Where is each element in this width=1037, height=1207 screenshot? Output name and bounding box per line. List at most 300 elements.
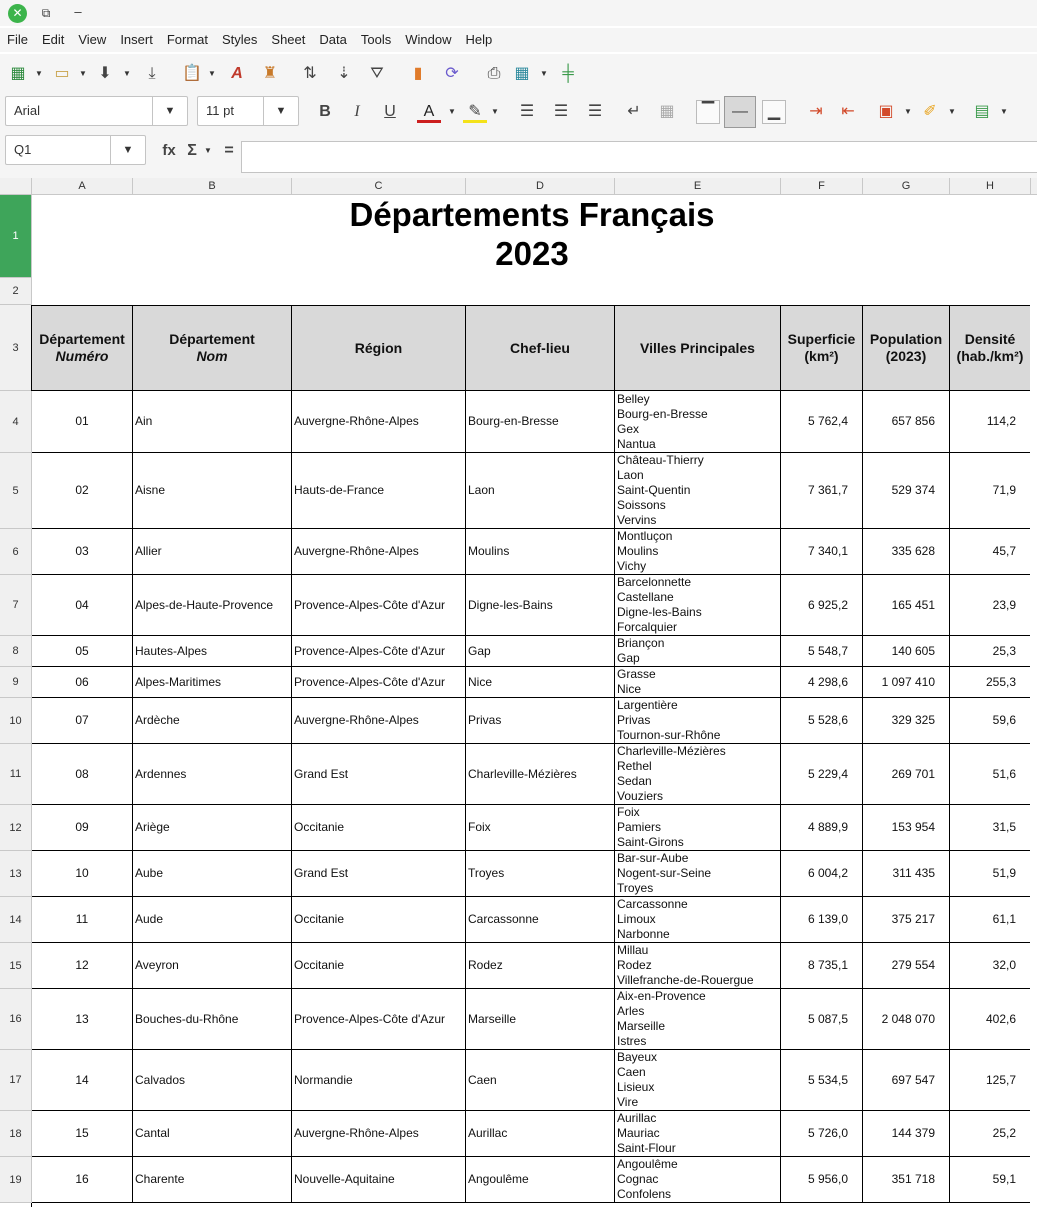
cell-region[interactable]: Provence-Alpes-Côte d'Azur xyxy=(292,667,466,698)
header-densite-l2: (hab./km²) xyxy=(956,348,1024,364)
cell-dens[interactable]: 114,2 xyxy=(950,391,1031,453)
row-header-11[interactable]: 11 xyxy=(0,744,32,805)
cell-pop[interactable]: 335 628 xyxy=(863,529,950,575)
menu-view[interactable]: View xyxy=(78,32,107,47)
ville-item: Pamiers xyxy=(617,820,662,834)
select-all-corner[interactable] xyxy=(0,178,32,194)
ville-item: Vervins xyxy=(617,513,657,527)
cell-villes[interactable] xyxy=(615,453,781,529)
sheet-title-line1: Départements Français xyxy=(349,196,715,233)
cell-chef[interactable]: Digne-les-Bains xyxy=(466,575,615,636)
open-dropdown-icon[interactable]: ▼ xyxy=(79,69,87,78)
cell-region[interactable]: Hauts-de-France xyxy=(292,453,466,529)
cell-region[interactable]: Occitanie xyxy=(292,805,466,851)
cell-sup[interactable]: 7 340,1 xyxy=(781,529,863,575)
pivot-table-icon[interactable]: ⟳ xyxy=(445,65,459,82)
paste-dropdown-icon[interactable]: ▼ xyxy=(208,69,216,78)
font-color-dropdown-icon[interactable]: ▼ xyxy=(448,107,456,116)
save-dropdown-icon[interactable]: ▼ xyxy=(123,69,131,78)
sort-ascending-icon[interactable]: ⇣ xyxy=(337,65,351,82)
cell-region[interactable]: Grand Est xyxy=(292,851,466,897)
cell-region[interactable]: Occitanie xyxy=(292,897,466,943)
column-header-a[interactable]: A xyxy=(32,178,133,194)
cell-region[interactable]: Provence-Alpes-Côte d'Azur xyxy=(292,575,466,636)
cell-pop[interactable]: 269 701 xyxy=(863,744,950,805)
header-region[interactable] xyxy=(292,306,466,391)
chevron-down-icon[interactable]: ▼ xyxy=(110,136,145,164)
function-wizard-icon[interactable]: fx xyxy=(162,142,176,159)
menu-window[interactable]: Window xyxy=(405,32,452,47)
freeze-panes-icon[interactable]: ╪ xyxy=(562,65,574,82)
header-chef-lieu[interactable] xyxy=(466,306,615,391)
ville-item: Saint-Flour xyxy=(617,1141,676,1155)
font-color-icon[interactable]: A xyxy=(417,100,441,123)
row-header-18[interactable]: 18 xyxy=(0,1111,32,1157)
cell-dens[interactable]: 59,6 xyxy=(950,698,1031,744)
cell-pop[interactable]: 279 554 xyxy=(863,943,950,989)
cell-sup[interactable]: 5 762,4 xyxy=(781,391,863,453)
chevron-down-icon[interactable]: ▼ xyxy=(263,97,298,125)
ville-item: Barcelonnette xyxy=(617,575,692,589)
column-header-f[interactable]: F xyxy=(781,178,863,194)
cell-num[interactable]: 02 xyxy=(32,453,133,529)
align-middle-icon[interactable]: — xyxy=(724,96,756,128)
close-window-icon[interactable]: ✕ xyxy=(8,4,27,23)
header-dep-numero[interactable] xyxy=(32,306,133,391)
ville-item: Bar-sur-Aube xyxy=(617,851,689,865)
cell-villes[interactable] xyxy=(615,575,781,636)
increase-indent-icon[interactable]: ⇥ xyxy=(809,103,823,120)
cell-dens[interactable]: 31,5 xyxy=(950,805,1031,851)
ville-item: Soissons xyxy=(617,498,666,512)
ville-item: Laon xyxy=(617,468,644,482)
ville-item: Rethel xyxy=(617,759,652,773)
ville-item: Nogent-sur-Seine xyxy=(617,866,712,880)
column-header-h[interactable]: H xyxy=(950,178,1031,194)
row-header-1[interactable]: 1 xyxy=(0,195,32,278)
row-column-icon[interactable]: ▦ xyxy=(514,65,530,82)
cell-num[interactable]: 12 xyxy=(32,943,133,989)
sort-icon[interactable]: ⇅ xyxy=(303,65,317,82)
cell-sup[interactable]: 6 925,2 xyxy=(781,575,863,636)
conditional-dropdown-icon[interactable]: ▼ xyxy=(1000,107,1008,116)
row-header-4[interactable]: 4 xyxy=(0,391,32,453)
ville-item: Bayeux xyxy=(617,1050,658,1064)
highlight-dropdown-icon[interactable]: ▼ xyxy=(491,107,499,116)
row-header-3[interactable]: 3 xyxy=(0,305,32,391)
cell-villes[interactable] xyxy=(615,698,781,744)
cell-nom[interactable]: Ardennes xyxy=(133,744,292,805)
cell-sup[interactable]: 5 229,4 xyxy=(781,744,863,805)
cell-chef[interactable]: Foix xyxy=(466,805,615,851)
cell-dens[interactable]: 23,9 xyxy=(950,575,1031,636)
menu-tools[interactable]: Tools xyxy=(360,32,392,47)
cell-num[interactable]: 16 xyxy=(32,1157,133,1203)
cell-nom[interactable]: Ain xyxy=(133,391,292,453)
cell-region[interactable]: Provence-Alpes-Côte d'Azur xyxy=(292,636,466,667)
ville-item: Mauriac xyxy=(617,1126,660,1140)
ville-item: Charleville-Mézières xyxy=(617,744,726,758)
ville-item: Saint-Quentin xyxy=(617,483,691,497)
cell-dens[interactable]: 71,9 xyxy=(950,453,1031,529)
cell-nom[interactable]: Calvados xyxy=(133,1050,292,1111)
header-dep-nom-l2: Nom xyxy=(196,348,228,364)
header-dep-nom[interactable] xyxy=(133,306,292,391)
row-header-9[interactable]: 9 xyxy=(0,667,32,698)
cell-pop[interactable]: 153 954 xyxy=(863,805,950,851)
cell-sup[interactable]: 6 139,0 xyxy=(781,897,863,943)
ville-item: Vichy xyxy=(617,559,647,573)
align-bottom-icon[interactable]: ▁ xyxy=(762,100,786,124)
decrease-indent-icon[interactable]: ⇤ xyxy=(841,103,855,120)
formula-input[interactable] xyxy=(241,141,1037,173)
underline-icon[interactable]: U xyxy=(384,103,396,120)
insert-chart-icon[interactable]: ▮ xyxy=(413,65,423,82)
cell-num[interactable]: 08 xyxy=(32,744,133,805)
ville-item: Villefranche-de-Rouergue xyxy=(617,973,754,987)
cell-dens[interactable]: 45,7 xyxy=(950,529,1031,575)
standard-toolbar xyxy=(0,54,1037,94)
row-header-8[interactable]: 8 xyxy=(0,636,32,667)
cell-pop[interactable]: 140 605 xyxy=(863,636,950,667)
cell-nom[interactable]: Alpes-de-Haute-Provence xyxy=(133,575,292,636)
open-folder-icon[interactable]: ▭ xyxy=(54,65,70,82)
sheet-title-line2: 2023 xyxy=(495,235,569,272)
header-dep-numero-l2: Numéro xyxy=(55,348,109,364)
cell-dens[interactable]: 51,9 xyxy=(950,851,1031,897)
align-center-icon[interactable]: ☰ xyxy=(553,103,569,120)
row-header-5[interactable]: 5 xyxy=(0,453,32,529)
cell-nom[interactable]: Aube xyxy=(133,851,292,897)
cell-villes[interactable] xyxy=(615,636,781,667)
restore-window-icon[interactable]: ⧉ xyxy=(41,6,51,20)
export-icon[interactable]: ⤓ xyxy=(148,65,156,82)
merge-cells-icon[interactable]: ▦ xyxy=(659,103,675,120)
menu-data[interactable]: Data xyxy=(319,32,347,47)
row-header-10[interactable]: 10 xyxy=(0,698,32,744)
ville-item: Narbonne xyxy=(617,927,670,941)
row-header-16[interactable]: 16 xyxy=(0,989,32,1050)
align-left-icon[interactable]: ☰ xyxy=(519,103,535,120)
ville-item: Grasse xyxy=(617,667,656,681)
cell-chef[interactable]: Moulins xyxy=(466,529,615,575)
ville-item: Forcalquier xyxy=(617,620,678,634)
header-villes-label: Villes Principales xyxy=(640,339,755,356)
bold-icon[interactable]: B xyxy=(319,103,331,120)
cell-chef[interactable]: Privas xyxy=(466,698,615,744)
italic-icon[interactable]: I xyxy=(354,103,360,120)
header-population-l1: Population xyxy=(869,331,943,347)
cell-villes[interactable] xyxy=(615,529,781,575)
cell-num[interactable]: 04 xyxy=(32,575,133,636)
clear-formatting-icon[interactable]: A xyxy=(231,65,243,82)
sheet-title[interactable] xyxy=(32,195,1032,280)
cell-pop[interactable]: 529 374 xyxy=(863,453,950,529)
cell-villes[interactable] xyxy=(615,1050,781,1111)
cell-pop[interactable]: 144 379 xyxy=(863,1111,950,1157)
ville-item: Vouziers xyxy=(617,789,664,803)
ville-item: Privas xyxy=(617,713,651,727)
cell-sup[interactable]: 5 548,7 xyxy=(781,636,863,667)
cell-num[interactable]: 15 xyxy=(32,1111,133,1157)
ville-item: Digne-les-Bains xyxy=(617,605,702,619)
cell-dens[interactable]: 25,3 xyxy=(950,636,1031,667)
cell-nom[interactable]: Allier xyxy=(133,529,292,575)
align-top-icon[interactable]: ▔ xyxy=(696,100,720,124)
ville-item: Vire xyxy=(617,1095,639,1109)
cell-nom[interactable]: Cantal xyxy=(133,1111,292,1157)
font-size-combo[interactable] xyxy=(197,96,299,126)
cell-pop[interactable]: 697 547 xyxy=(863,1050,950,1111)
ville-item: Angoulême xyxy=(617,1157,678,1171)
row-column-dropdown-icon[interactable]: ▼ xyxy=(540,69,548,78)
cell-sup[interactable]: 5 956,0 xyxy=(781,1157,863,1203)
cell-nom[interactable]: Aveyron xyxy=(133,943,292,989)
column-header-b[interactable]: B xyxy=(133,178,292,194)
name-box[interactable] xyxy=(5,135,146,165)
cell-nom[interactable]: Aude xyxy=(133,897,292,943)
cell-sup[interactable]: 4 298,6 xyxy=(781,667,863,698)
cell-chef[interactable]: Marseille xyxy=(466,989,615,1050)
cell-chef[interactable]: Rodez xyxy=(466,943,615,989)
title-bar xyxy=(0,0,1037,26)
cell-sup[interactable]: 5 726,0 xyxy=(781,1111,863,1157)
row-header-19[interactable]: 19 xyxy=(0,1157,32,1203)
cell-dens[interactable]: 402,6 xyxy=(950,989,1031,1050)
cell-chef[interactable]: Bourg-en-Bresse xyxy=(466,391,615,453)
conditional-format-icon[interactable]: ▤ xyxy=(974,103,990,120)
cell-nom[interactable]: Aisne xyxy=(133,453,292,529)
ville-item: Briançon xyxy=(617,636,665,650)
formula-equals-icon[interactable]: = xyxy=(224,142,234,159)
cell-reference: Q1 xyxy=(14,142,32,157)
cell-region[interactable]: Auvergne-Rhône-Alpes xyxy=(292,529,466,575)
border-style-icon[interactable]: ✐ xyxy=(923,103,937,120)
menu-insert[interactable]: Insert xyxy=(120,32,153,47)
ville-item: Lisieux xyxy=(617,1080,655,1094)
ville-item: Largentière xyxy=(617,698,678,712)
ville-item: Troyes xyxy=(617,881,654,895)
cell-num[interactable]: 11 xyxy=(32,897,133,943)
ville-item: Gap xyxy=(617,651,640,665)
menu-styles[interactable]: Styles xyxy=(222,32,258,47)
cell-nom[interactable]: Charente xyxy=(133,1157,292,1203)
cell-pop[interactable]: 1 097 410 xyxy=(863,667,950,698)
cell-pop[interactable]: 351 718 xyxy=(863,1157,950,1203)
row-header-17[interactable]: 17 xyxy=(0,1050,32,1111)
ville-item: Bourg-en-Bresse xyxy=(617,406,708,421)
ville-item: Tournon-sur-Rhône xyxy=(617,728,721,742)
cell-region[interactable]: Auvergne-Rhône-Alpes xyxy=(292,391,466,453)
cell-dens[interactable]: 61,1 xyxy=(950,897,1031,943)
ville-item: Limoux xyxy=(617,912,656,926)
border-style-dropdown-icon[interactable]: ▼ xyxy=(948,107,956,116)
cell-villes[interactable] xyxy=(615,943,781,989)
cell-villes[interactable] xyxy=(615,989,781,1050)
ville-item: Nantua xyxy=(617,436,656,451)
cell-villes[interactable] xyxy=(615,667,781,698)
cell-pop[interactable]: 165 451 xyxy=(863,575,950,636)
cell-dens[interactable]: 25,2 xyxy=(950,1111,1031,1157)
autofilter-icon[interactable]: ⛛ xyxy=(370,65,384,82)
cell-chef[interactable]: Gap xyxy=(466,636,615,667)
column-header-e[interactable]: E xyxy=(615,178,781,194)
cell-region[interactable]: Nouvelle-Aquitaine xyxy=(292,1157,466,1203)
cell-nom[interactable]: Ariège xyxy=(133,805,292,851)
cell-region[interactable]: Provence-Alpes-Côte d'Azur xyxy=(292,989,466,1050)
borders-icon[interactable]: ▣ xyxy=(878,103,894,120)
highlight-color-icon[interactable]: ✎ xyxy=(463,100,487,123)
cell-region[interactable]: Auvergne-Rhône-Alpes xyxy=(292,1111,466,1157)
cell-villes[interactable] xyxy=(615,897,781,943)
ville-item: Arles xyxy=(617,1004,645,1018)
cell-region[interactable]: Normandie xyxy=(292,1050,466,1111)
row-header-6[interactable]: 6 xyxy=(0,529,32,575)
font-size-value: 11 pt xyxy=(206,103,234,118)
cell-region[interactable]: Occitanie xyxy=(292,943,466,989)
ville-item: Rodez xyxy=(617,958,652,972)
ville-item: Foix xyxy=(617,805,640,819)
ville-item: Sedan xyxy=(617,774,652,788)
cell-pop[interactable]: 311 435 xyxy=(863,851,950,897)
cell-sup[interactable]: 6 004,2 xyxy=(781,851,863,897)
cell-num[interactable]: 10 xyxy=(32,851,133,897)
sum-icon[interactable]: Σ xyxy=(187,142,197,159)
row-header-14[interactable]: 14 xyxy=(0,897,32,943)
cell-chef[interactable]: Nice xyxy=(466,667,615,698)
cell-villes[interactable] xyxy=(615,1157,781,1203)
cell-num[interactable]: 09 xyxy=(32,805,133,851)
column-header-d[interactable]: D xyxy=(466,178,615,194)
cell-num[interactable]: 06 xyxy=(32,667,133,698)
column-headers xyxy=(0,178,1037,195)
ville-item: Montluçon xyxy=(617,529,673,543)
sheet-right-edge xyxy=(1030,195,1037,1207)
menu-sheet[interactable]: Sheet xyxy=(271,32,306,47)
cell-villes[interactable] xyxy=(615,744,781,805)
cell-sup[interactable]: 5 534,5 xyxy=(781,1050,863,1111)
cell-dens[interactable]: 59,1 xyxy=(950,1157,1031,1203)
align-right-icon[interactable]: ☰ xyxy=(587,103,603,120)
cell-num[interactable]: 05 xyxy=(32,636,133,667)
cell-villes[interactable] xyxy=(615,851,781,897)
cell-nom[interactable]: Alpes-Maritimes xyxy=(133,667,292,698)
cell-sup[interactable]: 5 528,6 xyxy=(781,698,863,744)
cell-sup[interactable]: 7 361,7 xyxy=(781,453,863,529)
ville-item: Caen xyxy=(617,1065,646,1079)
cell-nom[interactable]: Hautes-Alpes xyxy=(133,636,292,667)
cell-villes[interactable] xyxy=(615,1111,781,1157)
cell-chef[interactable]: Carcassonne xyxy=(466,897,615,943)
clone-formatting-icon[interactable]: ♜ xyxy=(262,65,278,82)
cell-sup[interactable]: 8 735,1 xyxy=(781,943,863,989)
font-name-value: Arial xyxy=(14,103,41,118)
cell-pop[interactable]: 657 856 xyxy=(863,391,950,453)
column-header-c[interactable]: C xyxy=(292,178,466,194)
minimize-window-icon[interactable]: – xyxy=(74,4,82,19)
cell-villes[interactable] xyxy=(615,805,781,851)
new-dropdown-icon[interactable]: ▼ xyxy=(35,69,43,78)
cell-chef[interactable]: Aurillac xyxy=(466,1111,615,1157)
header-chef-lieu-label: Chef-lieu xyxy=(510,339,570,356)
font-name-combo[interactable] xyxy=(5,96,188,126)
header-population[interactable] xyxy=(863,306,950,391)
menu-help[interactable]: Help xyxy=(465,32,493,47)
cell-num[interactable]: 14 xyxy=(32,1050,133,1111)
save-icon[interactable]: ⬇ xyxy=(98,65,112,82)
cell-dens[interactable]: 51,6 xyxy=(950,744,1031,805)
ville-item: Saint-Girons xyxy=(617,835,684,849)
sum-dropdown-icon[interactable]: ▼ xyxy=(204,146,212,155)
menu-edit[interactable]: Edit xyxy=(41,32,65,47)
row-header-12[interactable]: 12 xyxy=(0,805,32,851)
row-header-7[interactable]: 7 xyxy=(0,575,32,636)
cell-chef[interactable]: Angoulême xyxy=(466,1157,615,1203)
column-header-g[interactable]: G xyxy=(863,178,950,194)
menu-file[interactable]: File xyxy=(7,32,28,47)
row-header-15[interactable]: 15 xyxy=(0,943,32,989)
cell-region[interactable]: Auvergne-Rhône-Alpes xyxy=(292,698,466,744)
cell-nom[interactable]: Bouches-du-Rhône xyxy=(133,989,292,1050)
ville-item: Moulins xyxy=(617,544,659,558)
ville-item: Gex xyxy=(617,421,640,436)
header-dep-numero-l1: Département xyxy=(39,331,125,347)
cell-pop[interactable]: 329 325 xyxy=(863,698,950,744)
ville-item: Belley xyxy=(617,391,650,406)
cell-sup[interactable]: 4 889,9 xyxy=(781,805,863,851)
ville-item: Millau xyxy=(617,943,649,957)
paste-icon[interactable]: 📋 xyxy=(182,65,202,82)
cell-pop[interactable]: 375 217 xyxy=(863,897,950,943)
ville-item: Château-Thierry xyxy=(617,453,704,467)
cell-pop[interactable]: 2 048 070 xyxy=(863,989,950,1050)
cell-chef[interactable]: Caen xyxy=(466,1050,615,1111)
cell-dens[interactable]: 255,3 xyxy=(950,667,1031,698)
chevron-down-icon[interactable]: ▼ xyxy=(152,97,187,125)
cell-num[interactable]: 03 xyxy=(32,529,133,575)
header-region-label: Région xyxy=(354,339,403,356)
cell-chef[interactable]: Laon xyxy=(466,453,615,529)
ville-item: Castellane xyxy=(617,590,674,604)
header-superficie[interactable] xyxy=(781,306,863,391)
cell-num[interactable]: 07 xyxy=(32,698,133,744)
print-icon[interactable]: ⎙ xyxy=(487,65,501,82)
cell-dens[interactable]: 125,7 xyxy=(950,1050,1031,1111)
ville-item: Marseille xyxy=(617,1019,666,1033)
header-densite-l1: Densité xyxy=(964,331,1016,347)
ville-item: Aurillac xyxy=(617,1111,657,1125)
header-villes[interactable] xyxy=(615,306,781,391)
borders-dropdown-icon[interactable]: ▼ xyxy=(904,107,912,116)
cell-nom[interactable]: Ardèche xyxy=(133,698,292,744)
cell-sup[interactable]: 5 087,5 xyxy=(781,989,863,1050)
row-header-2[interactable]: 2 xyxy=(0,278,32,305)
cell-dens[interactable]: 32,0 xyxy=(950,943,1031,989)
row-header-13[interactable]: 13 xyxy=(0,851,32,897)
cell-region[interactable]: Grand Est xyxy=(292,744,466,805)
cell-chef[interactable]: Charleville-Mézières xyxy=(466,744,615,805)
header-dep-nom-l1: Département xyxy=(169,331,255,347)
menu-format[interactable]: Format xyxy=(166,32,208,47)
cell-chef[interactable]: Troyes xyxy=(466,851,615,897)
cell-villes[interactable] xyxy=(615,391,781,453)
cell-num[interactable]: 01 xyxy=(32,391,133,453)
header-densite[interactable] xyxy=(950,306,1031,391)
new-spreadsheet-icon[interactable]: ▦ xyxy=(10,65,26,82)
cell-num[interactable]: 13 xyxy=(32,989,133,1050)
wrap-text-icon[interactable]: ↵ xyxy=(627,103,641,120)
ville-item: Nice xyxy=(617,682,642,696)
